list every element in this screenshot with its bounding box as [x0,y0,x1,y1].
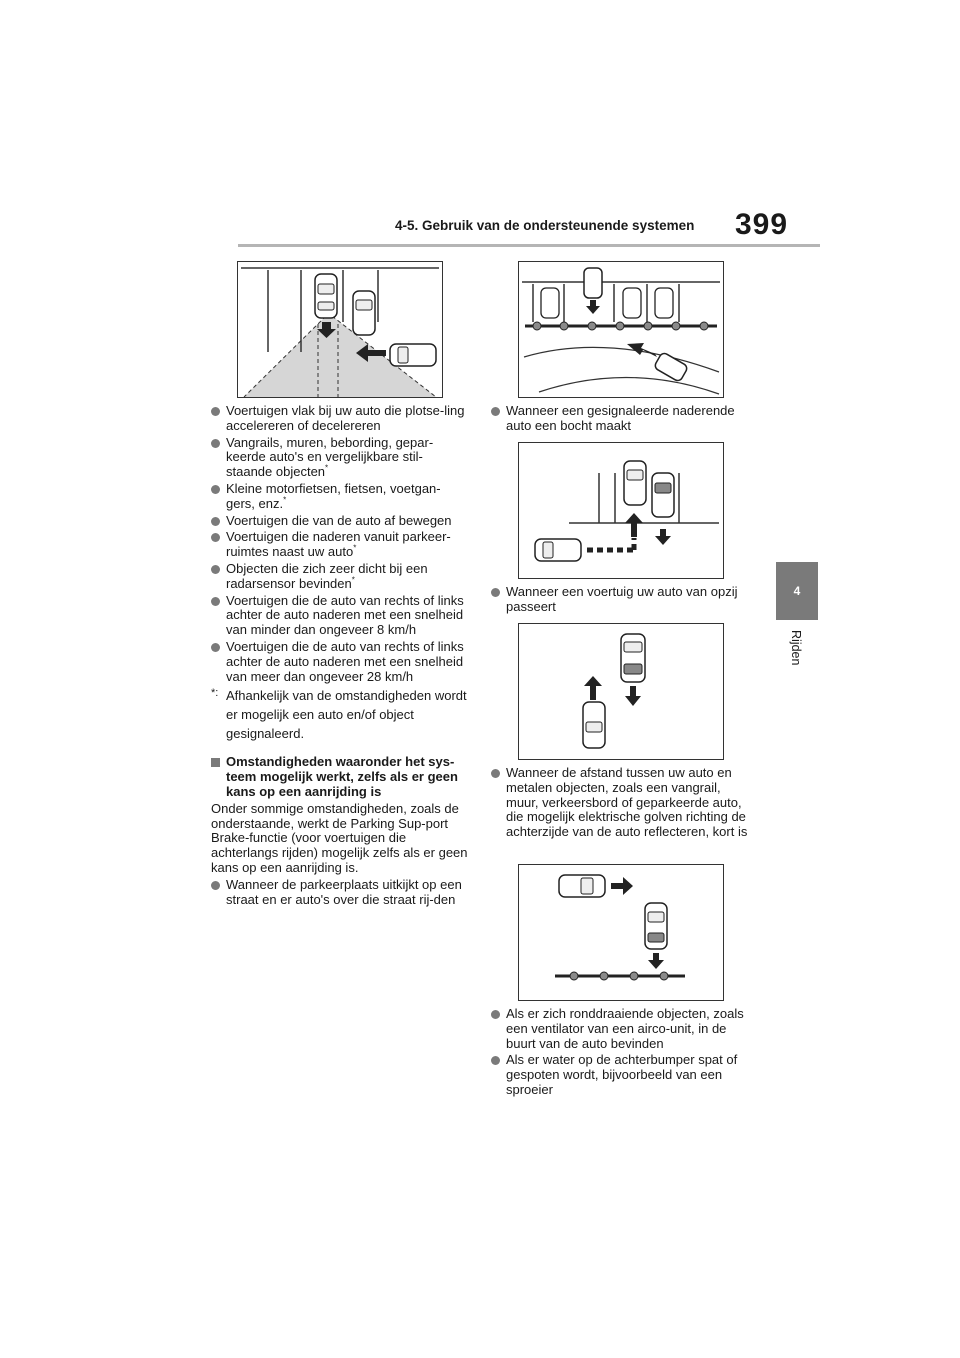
figure-side-passing [518,442,724,579]
bullet-dot-icon [491,769,500,778]
section-title: 4-5. Gebruik van de ondersteunende systemen [395,218,695,233]
list-item: Wanneer een gesignaleerde naderende auto een bocht maakt [491,404,753,434]
bullet-dot-icon [491,1010,500,1019]
list-item: Voertuigen die van de auto af bewegen [211,514,469,529]
section-body: Onder sommige omstandigheden, zoals de onderstaande, werkt de Parking Sup-port Brake-functie (voor voertuigen die achterlangs rijden) mogelijk zelfs als er geen kans op een aanrijding is. [211,800,468,875]
list-item: Voertuigen die naderen vanuit parkeer-ruimtes naast uw auto* [211,530,469,560]
list-item: Wanneer de afstand tussen uw auto en metalen objecten, zoals een vangrail, muur, verkeersbord of geparkeerde auto, die mogelijk elektrische golven richting de achterzijde van de auto reflecteren, kort is [491,766,753,840]
list-item: Wanneer de parkeerplaats uitkijkt op een straat en er auto's over die straat rij-den [211,878,469,908]
chapter-label: Rijden [789,630,803,666]
list-item: Vangrails, muren, bebording, gepar-keerde auto's en vergelijkbare stil-staande objecten* [211,436,469,480]
footnote-asterisk: * [283,495,287,505]
right-bullet-reflect [491,766,753,842]
bullet-dot-icon [211,407,220,416]
left-column [211,404,469,909]
footnote-asterisk: * [351,575,355,585]
footnote-text: Afhankelijk van de omstandigheden wordt er mogelijk een auto en/of object gesignaleerd. [226,688,467,742]
chapter-tab: 4 [776,562,818,620]
footnote [211,686,469,743]
page-number: 399 [735,208,789,241]
bullet-dot-icon [211,517,220,526]
bullet-dot-icon [211,565,220,574]
footnote-mark: *: [211,687,219,700]
bullet-list-detected [211,404,469,684]
list-item: Voertuigen die de auto van rechts of links achter de auto naderen met een snelheid van minder dan ongeveer 8 km/h [211,594,469,638]
list-item: Als er zich ronddraaiende objecten, zoals een ventilator van een airco-unit, in de buurt van de auto bevinden [491,1007,753,1051]
section-heading: Omstandigheden waaronder het sys-teem mogelijk werkt, zelfs als er geen kans op een aanrijding is [211,755,469,799]
bullet-dot-icon [491,588,500,597]
bullet-dot-icon [211,643,220,652]
square-bullet-icon [211,758,220,767]
bullet-dot-icon [491,1056,500,1065]
right-bullet-side [491,585,753,617]
bullet-dot-icon [211,533,220,542]
bullet-dot-icon [491,407,500,416]
figure-oncoming-vehicle [518,623,724,760]
bullet-dot-icon [211,881,220,890]
right-bullet-curve [491,404,753,436]
figure-parking-radar-zones [237,261,443,398]
header-rule [238,244,820,247]
list-item: Als er water op de achterbumper spat of gespoten wordt, bijvoorbeeld van een sproeier [491,1053,753,1097]
figure-reflective-objects [518,864,724,1001]
list-item: Objecten die zich zeer dicht bij een radarsensor bevinden* [211,562,469,592]
footnote-asterisk: * [353,543,357,553]
list-item: Wanneer een voertuig uw auto van opzij passeert [491,585,753,615]
list-item: Voertuigen vlak bij uw auto die plotse-ling accelereren of decelereren [211,404,469,434]
bullet-dot-icon [211,439,220,448]
list-item: Voertuigen die de auto van rechts of links achter de auto naderen met een snelheid van meer dan ongeveer 28 km/h [211,640,469,684]
footnote-asterisk: * [325,463,329,473]
bullet-dot-icon [211,597,220,606]
right-bullets-bottom [491,1007,753,1100]
list-item: Kleine motorfietsen, fietsen, voetgan-gers, enz.* [211,482,469,512]
figure-curving-vehicle [518,261,724,398]
bullet-dot-icon [211,485,220,494]
